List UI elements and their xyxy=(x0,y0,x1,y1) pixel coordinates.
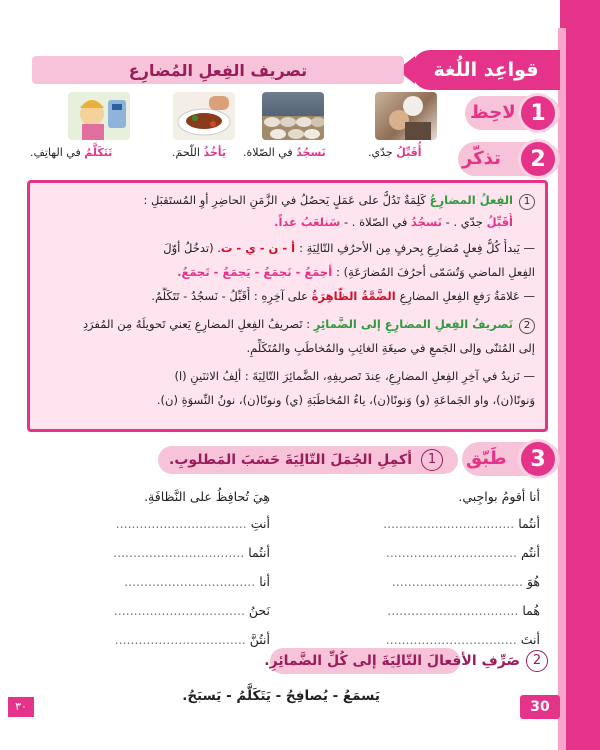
caption-1 xyxy=(368,146,421,159)
blank[interactable]: ................................. xyxy=(124,574,256,589)
pronoun: أنتُما xyxy=(248,545,270,560)
rule-2-line-d: وَنونًا(ن)، واو الجَماعَةِ (و) وَنونًا(ن)، ياءُ المُخاطَبَةِ (ي) ونونًا(ن)، نونُ النِّسوَةِ (ن). xyxy=(156,393,535,407)
blank[interactable]: ................................. xyxy=(387,603,519,618)
praying-illustration xyxy=(262,92,324,140)
caption-1-text: جدّي. xyxy=(368,146,397,159)
raf-rule-term: الضَّمَّةُ الظّاهِرَةُ xyxy=(311,289,400,303)
caption-4-verb: تَتَكَلَّمُ xyxy=(84,146,113,159)
page-edge-band xyxy=(560,0,600,750)
rule-1-definition: كَلِمَةٌ تَدُلُّ على عَمَلٍ يَحصُلُ في الزَّمَنِ الحاضِرِ أوِ المُستَقبَلِ : xyxy=(143,193,430,207)
rule-1-line-b xyxy=(35,213,535,231)
rule-2-line-b: إلى المُثنّى وإلى الجَمعِ في صيغَةِ الغائِبِ والمُخاطَبِ والمُتَكَلِّمِ. xyxy=(246,341,535,355)
caption-4 xyxy=(30,146,112,159)
blank[interactable]: ................................. xyxy=(113,545,245,560)
right-line-4[interactable] xyxy=(380,603,540,618)
exercise-2-instruction: صَرِّفِ الأفعالَ التّالِيَةَ إلى كُلِّ الضَّمائِرِ. xyxy=(264,653,520,669)
taking-meat-image xyxy=(173,92,235,140)
prefix-rule-end: . (تدخُلُ أوّلَ xyxy=(163,241,221,255)
example-verb-3: سَنلعَبُ xyxy=(300,215,341,229)
caption-3-text: اللّحمَ. xyxy=(172,146,204,159)
pronoun: أنتُنَّ xyxy=(249,632,270,647)
praying-image xyxy=(262,92,324,140)
caption-3-verb: يَأخُذُ xyxy=(203,146,227,159)
rule-2-term: تَصريفُ الفِعلِ المضارِعِ إلى الضَّمائِرِ xyxy=(313,317,513,331)
rule-1-number: 1 xyxy=(519,194,535,210)
raf-rule-end: على آخِرِهِ : أُقَبِّلُ - نَسجُدُ - تَتَكَلَّمُ. xyxy=(151,289,312,303)
remember-label: تذكّر xyxy=(462,148,501,169)
rule-2-line-c: — نَزيدُ في آخِرِ الفِعلِ المضارِعِ، عِندَ تَصريفِهِ، الضَّمائِرَ التّالِيَةَ : ألِفُ الاثنَينِ (ا) xyxy=(174,369,535,383)
pronoun: هُما xyxy=(522,603,540,618)
observe-label: لاحِظ xyxy=(470,102,516,123)
left-line-4[interactable] xyxy=(40,603,270,618)
caption-3 xyxy=(172,146,226,159)
caption-2-text: في الصّلاة. xyxy=(243,146,297,159)
prefix-letters: أ - ن - ي - ت xyxy=(220,241,300,255)
page-number-arabic: ٣٠ xyxy=(8,697,34,717)
blank[interactable]: ................................. xyxy=(385,632,517,647)
rule-1-term: الفِعلُ المضارِعُ xyxy=(429,193,513,207)
rule-2-line-a xyxy=(35,315,535,334)
pronoun: أنتِ xyxy=(250,516,270,531)
blank[interactable]: ................................. xyxy=(391,574,523,589)
example-text-1: جدّي . - xyxy=(441,215,487,229)
page-edge-stripe xyxy=(558,28,566,750)
lesson-title: تصريف الفِعلِ المُضارِع xyxy=(128,60,308,80)
example-text-2: في الصّلاة . - xyxy=(340,215,412,229)
blank[interactable]: ................................. xyxy=(113,603,245,618)
lesson-banner xyxy=(32,56,404,84)
right-line-5[interactable] xyxy=(380,632,540,647)
rule-2-number: 2 xyxy=(519,318,535,334)
blank[interactable]: ................................. xyxy=(115,516,247,531)
rules-box xyxy=(27,180,548,432)
page-number: 30 xyxy=(520,695,560,719)
exercise-1-number: 1 xyxy=(421,449,443,471)
observe-number: 1 xyxy=(518,93,558,133)
right-line-1[interactable] xyxy=(380,516,540,531)
apply-label: طَبّق xyxy=(466,448,507,469)
blank[interactable]: ................................. xyxy=(114,632,246,647)
exercise-1-instruction: أكمِلِ الجُمَلَ التّالِيَةَ حَسَبَ المَطلوبِ. xyxy=(169,452,412,468)
kissing-grandfather-illustration xyxy=(375,92,437,140)
apply-number: 3 xyxy=(518,439,558,479)
blank[interactable]: ................................. xyxy=(385,545,517,560)
rule-1-line-d xyxy=(35,263,535,281)
example-verb-2: نَسجُدُ xyxy=(411,215,442,229)
exercise-2-number: 2 xyxy=(526,650,548,672)
caption-2-verb: نَسجُدُ xyxy=(296,146,326,159)
example-text-3: غداً. xyxy=(274,215,301,229)
section-title: قواعِد اللُغة xyxy=(433,59,539,81)
taking-meat-illustration xyxy=(173,92,235,140)
exercise-2-verbs: يَسمَعُ - يُصافِحُ - يَتَكَلَّمُ - يَسبَحُ. xyxy=(182,688,380,704)
pronoun: أنتُما xyxy=(518,516,540,531)
left-line-3[interactable] xyxy=(40,574,270,589)
blank[interactable]: ................................. xyxy=(383,516,515,531)
example-verb-1: أُقَبِّلُ xyxy=(486,215,513,229)
right-line-3[interactable] xyxy=(380,574,540,589)
pronoun: أنتُم xyxy=(520,545,540,560)
prefix-rule-text: — يَبدأُ كُلُّ فِعلٍ مُضارِعٍ بِحرفٍ مِن الأحرُفِ التّالِيَةِ : xyxy=(299,241,535,255)
rule-1-line-a xyxy=(35,191,535,210)
right-line-2[interactable] xyxy=(380,545,540,560)
section-title-tab xyxy=(412,50,560,90)
kissing-grandfather-image xyxy=(375,92,437,140)
pronoun: هُوَ xyxy=(526,574,540,589)
pronoun: نَحنُ xyxy=(248,603,270,618)
caption-2 xyxy=(243,146,326,159)
caption-1-verb: أُقَبِّلُ xyxy=(396,146,422,159)
left-line-1[interactable] xyxy=(40,516,270,531)
left-line-5[interactable] xyxy=(40,632,270,647)
phone-call-image xyxy=(68,92,130,140)
pronoun: أنتَ xyxy=(520,632,540,647)
left-line-2[interactable] xyxy=(40,545,270,560)
prefix-examples: أجمَعُ - نَجمَعُ - يَجمَعُ - تَجمَعُ. xyxy=(177,265,337,279)
caption-4-text: في الهاتِفِ. xyxy=(30,146,85,159)
rule-2-definition: : تَصريفُ الفِعلِ المضارِعِ يَعني تَحويلَهُ مِن المُفرَدِ xyxy=(82,317,314,331)
phone-call-illustration xyxy=(68,92,130,140)
raf-rule-text: — عَلامَةُ رَفعِ الفِعلِ المضارِعِ xyxy=(399,289,535,303)
rule-1-line-e xyxy=(35,287,535,305)
pronoun: أنا xyxy=(259,574,270,589)
left-example: هِيَ تُحافِظُ على النَّظافَةِ. xyxy=(144,489,270,504)
remember-number: 2 xyxy=(518,139,558,179)
right-example: أنا أقومُ بواجِبي. xyxy=(458,489,540,504)
rule-1-line-c xyxy=(35,239,535,257)
prefix-name-text: الفِعلِ الماضي وَتُسَمّى أحرُفَ المُضارَعَةِ) : xyxy=(336,265,535,279)
